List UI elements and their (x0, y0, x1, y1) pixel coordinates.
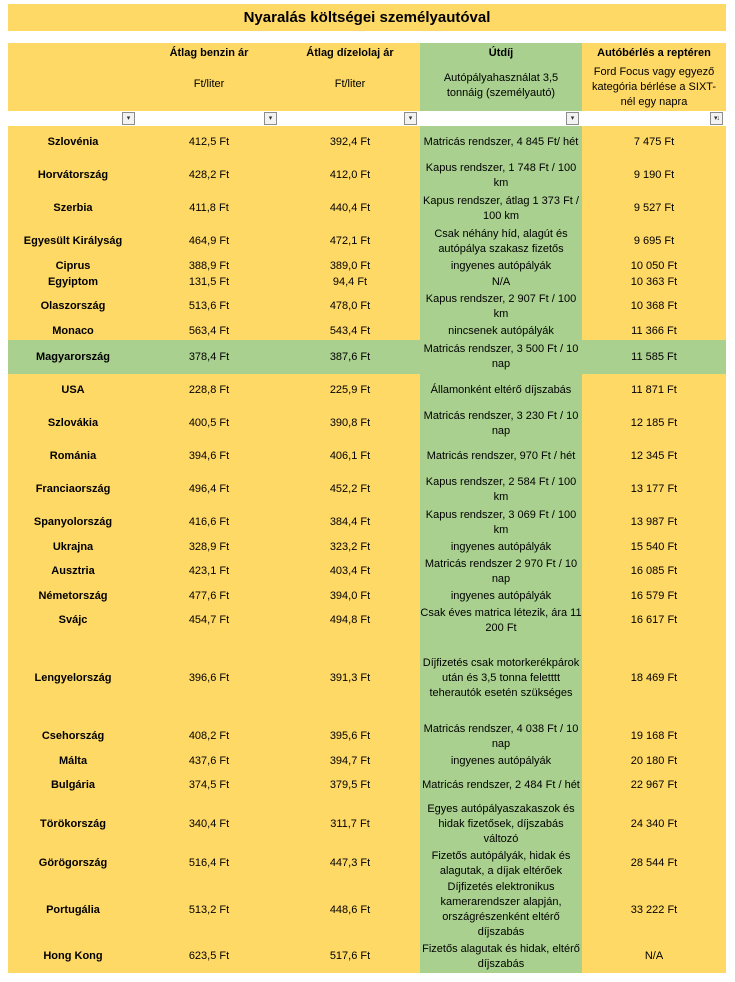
diesel-price-cell[interactable]: 384,4 Ft (280, 506, 420, 539)
toll-cell[interactable]: Matricás rendszer 2 970 Ft / 10 nap (420, 555, 582, 588)
rental-price-cell[interactable]: 10 363 Ft (582, 274, 726, 290)
petrol-price-cell[interactable]: 423,1 Ft (138, 555, 280, 588)
petrol-price-cell[interactable]: 412,5 Ft (138, 126, 280, 159)
country-cell[interactable]: Szerbia (8, 192, 138, 225)
toll-cell[interactable]: Matricás rendszer, 3 500 Ft / 10 nap (420, 340, 582, 374)
diesel-price-cell[interactable]: 517,6 Ft (280, 940, 420, 973)
toll-cell[interactable]: nincsenek autópályák (420, 323, 582, 340)
country-cell[interactable]: Törökország (8, 802, 138, 847)
petrol-price-cell[interactable]: 464,9 Ft (138, 225, 280, 258)
diesel-price-cell[interactable]: 387,6 Ft (280, 340, 420, 374)
toll-cell[interactable]: N/A (420, 274, 582, 290)
petrol-price-cell[interactable]: 340,4 Ft (138, 802, 280, 847)
diesel-price-cell[interactable]: 494,8 Ft (280, 604, 420, 637)
table-row (8, 802, 726, 847)
rental-price-cell[interactable]: 15 540 Ft (582, 539, 726, 555)
diesel-price-cell[interactable]: 311,7 Ft (280, 802, 420, 847)
rental-price-cell[interactable]: 24 340 Ft (582, 802, 726, 847)
toll-cell[interactable]: Csak éves matrica létezik, ára 11 200 Ft (420, 604, 582, 637)
filter-dropdown-icon[interactable]: ▾ (122, 112, 135, 125)
country-cell[interactable]: Olaszország (8, 290, 138, 323)
country-cell[interactable]: Portugália (8, 880, 138, 940)
diesel-price-cell[interactable]: 472,1 Ft (280, 225, 420, 258)
country-cell[interactable]: Szlovákia (8, 407, 138, 440)
toll-cell[interactable]: Díjfizetés csak motorkerékpárok után és 3,5 tonna feletttt teherautók esetén szükséges (420, 637, 582, 720)
table-row (8, 440, 726, 473)
petrol-price-cell[interactable]: 411,8 Ft (138, 192, 280, 225)
table-row (8, 258, 726, 274)
petrol-price-cell[interactable]: 454,7 Ft (138, 604, 280, 637)
header-petrol-title: Átlag benzin ár (169, 47, 249, 59)
rental-price-cell[interactable]: N/A (582, 940, 726, 973)
filter-row (8, 111, 726, 126)
filter-dropdown-icon[interactable]: ▾ (404, 112, 417, 125)
table-row (8, 769, 726, 802)
country-cell[interactable]: Málta (8, 753, 138, 769)
rental-price-cell[interactable]: 11 585 Ft (582, 340, 726, 374)
petrol-price-cell[interactable]: 131,5 Ft (138, 274, 280, 290)
petrol-price-cell[interactable]: 400,5 Ft (138, 407, 280, 440)
filter-cell-rental (582, 111, 726, 126)
table-row (8, 159, 726, 192)
toll-cell[interactable]: Matricás rendszer, 2 484 Ft / hét (420, 769, 582, 802)
table-row (8, 940, 726, 973)
rental-price-cell[interactable]: 13 987 Ft (582, 506, 726, 539)
header-toll[interactable] (420, 43, 582, 111)
diesel-price-cell[interactable]: 394,7 Ft (280, 753, 420, 769)
table-row (8, 126, 726, 159)
diesel-price-cell[interactable]: 391,3 Ft (280, 637, 420, 720)
toll-cell[interactable]: ingyenes autópályák (420, 753, 582, 769)
rental-price-cell[interactable]: 33 222 Ft (582, 880, 726, 940)
toll-cell[interactable]: Kapus rendszer, 2 907 Ft / 100 km (420, 290, 582, 323)
diesel-price-cell[interactable]: 94,4 Ft (280, 274, 420, 290)
toll-cell[interactable]: Kapus rendszer, 1 748 Ft / 100 km (420, 159, 582, 192)
toll-cell[interactable]: Kapus rendszer, 3 069 Ft / 100 km (420, 506, 582, 539)
country-cell[interactable]: USA (8, 374, 138, 407)
header-country[interactable] (8, 43, 138, 111)
petrol-price-cell[interactable]: 496,4 Ft (138, 473, 280, 506)
diesel-price-cell[interactable]: 448,6 Ft (280, 880, 420, 940)
filter-cell-petrol (138, 111, 280, 126)
diesel-price-cell[interactable]: 323,2 Ft (280, 539, 420, 555)
petrol-price-cell[interactable]: 228,8 Ft (138, 374, 280, 407)
petrol-price-cell[interactable]: 513,6 Ft (138, 290, 280, 323)
header-toll-sub: Autópályahasználat 3,5 tonnáig (személyautó) (443, 72, 559, 99)
header-petrol[interactable] (138, 43, 280, 111)
rental-price-cell[interactable]: 10 050 Ft (582, 258, 726, 274)
rental-price-cell[interactable]: 20 180 Ft (582, 753, 726, 769)
rental-price-cell[interactable]: 9 190 Ft (582, 159, 726, 192)
country-cell[interactable]: Egyesült Királyság (8, 225, 138, 258)
sheet-title: Nyaralás költségei személyautóval (8, 4, 726, 31)
header-diesel[interactable] (280, 43, 420, 111)
table-row (8, 473, 726, 506)
rental-price-cell[interactable]: 7 475 Ft (582, 126, 726, 159)
table-row (8, 555, 726, 588)
toll-cell[interactable]: Fizetős autópályák, hidak és alagutak, a díjak eltérőek (420, 847, 582, 880)
toll-cell[interactable]: Matricás rendszer, 4 038 Ft / 10 nap (420, 720, 582, 753)
toll-cell[interactable]: Kapus rendszer, 2 584 Ft / 100 km (420, 473, 582, 506)
country-cell[interactable]: Monaco (8, 323, 138, 340)
table-row (8, 506, 726, 539)
diesel-price-cell[interactable]: 412,0 Ft (280, 159, 420, 192)
toll-cell[interactable]: Matricás rendszer, 4 845 Ft/ hét (420, 126, 582, 159)
rental-price-cell[interactable]: 22 967 Ft (582, 769, 726, 802)
country-cell[interactable]: Németország (8, 588, 138, 604)
header-diesel-title: Átlag dízelolaj ár (306, 47, 394, 59)
diesel-price-cell[interactable]: 406,1 Ft (280, 440, 420, 473)
toll-cell[interactable]: Matricás rendszer, 970 Ft / hét (420, 440, 582, 473)
diesel-price-cell[interactable]: 478,0 Ft (280, 290, 420, 323)
table-row (8, 637, 726, 720)
rental-price-cell[interactable]: 19 168 Ft (582, 720, 726, 753)
table-row (8, 847, 726, 880)
petrol-price-cell[interactable]: 513,2 Ft (138, 880, 280, 940)
header-rental-title: Autóbérlés a reptéren (597, 47, 711, 59)
petrol-price-cell[interactable]: 477,6 Ft (138, 588, 280, 604)
toll-cell[interactable]: ingyenes autópályák (420, 588, 582, 604)
country-cell[interactable]: Ukrajna (8, 539, 138, 555)
table-row (8, 604, 726, 637)
diesel-price-cell[interactable]: 394,0 Ft (280, 588, 420, 604)
header-rental-sub: Ford Focus vagy egyező kategória bérlése a SIXT-nél egy napra (591, 66, 717, 108)
toll-cell[interactable]: Csak néhány híd, alagút és autópálya szakasz fizetős (420, 225, 582, 258)
rental-price-cell[interactable]: 9 695 Ft (582, 225, 726, 258)
header-petrol-unit: Ft/liter (193, 78, 225, 90)
diesel-price-cell[interactable]: 225,9 Ft (280, 374, 420, 407)
petrol-price-cell[interactable]: 328,9 Ft (138, 539, 280, 555)
country-cell[interactable]: Spanyolország (8, 506, 138, 539)
rental-price-cell[interactable]: 10 368 Ft (582, 290, 726, 323)
table-row (8, 192, 726, 225)
country-cell[interactable]: Svájc (8, 604, 138, 637)
country-cell[interactable]: Románia (8, 440, 138, 473)
petrol-price-cell[interactable]: 394,6 Ft (138, 440, 280, 473)
table-row (8, 340, 726, 374)
table-row (8, 588, 726, 604)
diesel-price-cell[interactable]: 379,5 Ft (280, 769, 420, 802)
country-cell[interactable]: Görögország (8, 847, 138, 880)
country-cell[interactable]: Ausztria (8, 555, 138, 588)
petrol-price-cell[interactable]: 388,9 Ft (138, 258, 280, 274)
petrol-price-cell[interactable]: 437,6 Ft (138, 753, 280, 769)
country-cell[interactable]: Franciaország (8, 473, 138, 506)
country-cell[interactable]: Magyarország (8, 340, 138, 374)
toll-cell[interactable]: Díjfizetés elektronikus kamerarendszer alapján, országrészenként eltérő díjszabás (420, 880, 582, 940)
rental-price-cell[interactable]: 11 871 Ft (582, 374, 726, 407)
rental-price-cell[interactable]: 13 177 Ft (582, 473, 726, 506)
petrol-price-cell[interactable]: 516,4 Ft (138, 847, 280, 880)
table-row (8, 407, 726, 440)
toll-cell[interactable]: Fizetős alagutak és hidak, eltérő díjszabás (420, 940, 582, 973)
diesel-price-cell[interactable]: 389,0 Ft (280, 258, 420, 274)
country-cell[interactable]: Lengyelország (8, 637, 138, 720)
table-row (8, 290, 726, 323)
petrol-price-cell[interactable]: 408,2 Ft (138, 720, 280, 753)
petrol-price-cell[interactable]: 374,5 Ft (138, 769, 280, 802)
rental-price-cell[interactable]: 16 579 Ft (582, 588, 726, 604)
filter-sort-icon[interactable]: ▾↓ (710, 112, 723, 125)
toll-cell[interactable]: Kapus rendszer, átlag 1 373 Ft / 100 km (420, 192, 582, 225)
header-diesel-unit: Ft/liter (334, 78, 366, 90)
country-cell[interactable]: Ciprus (8, 258, 138, 274)
diesel-price-cell[interactable]: 452,2 Ft (280, 473, 420, 506)
rental-price-cell[interactable]: 28 544 Ft (582, 847, 726, 880)
rental-price-cell[interactable]: 16 617 Ft (582, 604, 726, 637)
filter-cell-country (8, 111, 138, 126)
filter-cell-toll (420, 111, 582, 126)
diesel-price-cell[interactable]: 395,6 Ft (280, 720, 420, 753)
table-row (8, 374, 726, 407)
table-row (8, 720, 726, 753)
diesel-price-cell[interactable]: 390,8 Ft (280, 407, 420, 440)
table-row (8, 323, 726, 340)
country-cell[interactable]: Egyiptom (8, 274, 138, 290)
rental-price-cell[interactable]: 9 527 Ft (582, 192, 726, 225)
petrol-price-cell[interactable]: 396,6 Ft (138, 637, 280, 720)
country-cell[interactable]: Bulgária (8, 769, 138, 802)
header-rental[interactable] (582, 43, 726, 111)
petrol-price-cell[interactable]: 428,2 Ft (138, 159, 280, 192)
header-toll-title: Útdíj (488, 47, 514, 59)
diesel-price-cell[interactable]: 392,4 Ft (280, 126, 420, 159)
table-row (8, 880, 726, 940)
rental-price-cell[interactable]: 12 185 Ft (582, 407, 726, 440)
cost-table (8, 43, 726, 973)
diesel-price-cell[interactable]: 447,3 Ft (280, 847, 420, 880)
filter-dropdown-icon[interactable]: ▾ (264, 112, 277, 125)
rental-price-cell[interactable]: 12 345 Ft (582, 440, 726, 473)
toll-cell[interactable]: ingyenes autópályák (420, 539, 582, 555)
filter-dropdown-icon[interactable]: ▾ (566, 112, 579, 125)
table-row (8, 539, 726, 555)
country-cell[interactable]: Szlovénia (8, 126, 138, 159)
rental-price-cell[interactable]: 16 085 Ft (582, 555, 726, 588)
rental-price-cell[interactable]: 18 469 Ft (582, 637, 726, 720)
country-cell[interactable]: Horvátország (8, 159, 138, 192)
toll-cell[interactable]: ingyenes autópályák (420, 258, 582, 274)
toll-cell[interactable]: Egyes autópályaszakaszok és hidak fizetősek, díjszabás változó (420, 802, 582, 847)
petrol-price-cell[interactable]: 416,6 Ft (138, 506, 280, 539)
table-row (8, 274, 726, 290)
petrol-price-cell[interactable]: 563,4 Ft (138, 323, 280, 340)
diesel-price-cell[interactable]: 543,4 Ft (280, 323, 420, 340)
diesel-price-cell[interactable]: 403,4 Ft (280, 555, 420, 588)
country-cell[interactable]: Csehország (8, 720, 138, 753)
rental-price-cell[interactable]: 11 366 Ft (582, 323, 726, 340)
petrol-price-cell[interactable]: 378,4 Ft (138, 340, 280, 374)
toll-cell[interactable]: Matricás rendszer, 3 230 Ft / 10 nap (420, 407, 582, 440)
filter-cell-diesel (280, 111, 420, 126)
diesel-price-cell[interactable]: 440,4 Ft (280, 192, 420, 225)
country-cell[interactable]: Hong Kong (8, 940, 138, 973)
table-row (8, 753, 726, 769)
table-row (8, 225, 726, 258)
toll-cell[interactable]: Államonként eltérő díjszabás (420, 374, 582, 407)
header-row (8, 43, 726, 111)
petrol-price-cell[interactable]: 623,5 Ft (138, 940, 280, 973)
